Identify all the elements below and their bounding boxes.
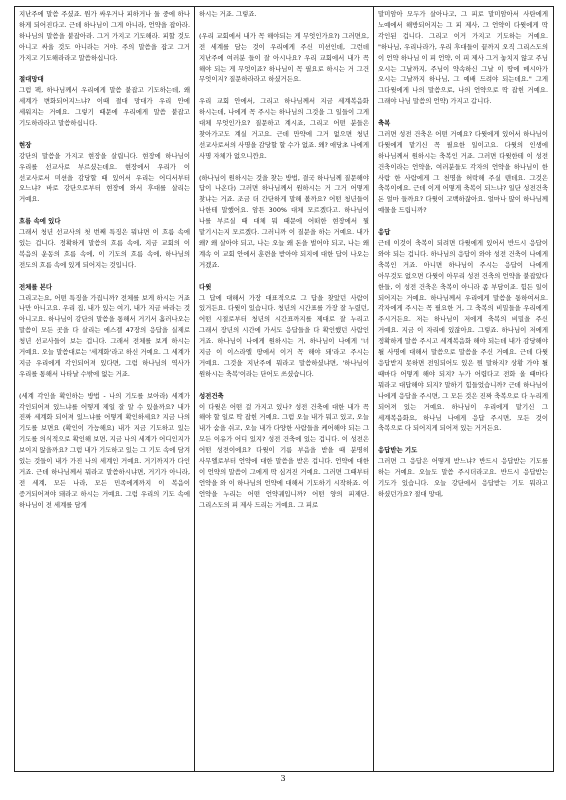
document-page [14,6,554,772]
paragraph [199,173,369,271]
paragraph [19,391,190,511]
paragraph [199,282,369,380]
section-heading: 응답받는 기도 [378,446,418,455]
section-heading: 전체를 본다 [19,282,53,291]
paragraph-text: (세계 각인을 확인하는 방법 - 나의 기도를 보아라) 세계가 각인되어져 있느냐를 어떻게 제일 잘 알 수 있을까요? 내가 진짜 세계화 되어져 있느냐를 어떻게 확인하세요? 지금 나의 기도를 보면요 (확인이 가능해요) 내가 지금 기도하고 있는 기도를 의식적으로 확인해 보면, 지금 나의 세계가 어디인지가 보이지 않을까요? 그럼 내가 기도하고 있는 그 기도 속에 담겨 있는 것들이 내가 가진 나의 세계인 거예요. 거기까지가 다인 거죠. 근데 하나님께서 뭐라고 말씀하시냐면, 거기가 아니라, 전 세계, 모든 나라, 모든 민족에게까지 이 복음이 증거되어져야 돼라고 하시는 거예요. 그럼 우리의 기도 속에 하나님이 전 세계를 담게 [19,391,190,509]
paragraph-text: 그러면 그 응답은 어떻게 받느냐? 반드시 응답받는 기도를 하는 거예요. 오늘도 말씀 주시더라고요. 반드시 응답받는 기도가 있습니다. 오늘 강단에서 응답받는 기도 뭐라고 하셨던가요? 절대 망대, [378,457,548,498]
paragraph-text: 그 답에 대해서 가장 대표적으로 그 답을 찾았던 사람이 있거든요. 다윗이 있습니다. 청년의 시간표를 가장 잘 누렸던, 어떤 시절로부터 청년의 시간표까지를 제대로 잘 누리고 그래서 장년의 시간에 가서도 응답들을 다 확인했던 사람인 거죠. 하나님이 나에게 원하시는 거, 하나님이 나에게 '너 지금 이 이스라엘 땅에서 이거 꼭 해야 돼'라고 주시는 거예요. 그것을 지난주에 뭐라고 말씀하셨냐면, '하나님이 원하시는 축복'이라는 단어도 쓰셨습니다. [199,293,369,378]
paragraph-text: 그래서 청년 선교사의 첫 번째 특징은 뭐냐면 이 흐름 속에 있는 겁니다. 정확하게 말씀의 흐름 속에, 지금 교회의 이 복음의 운동의 흐름 속에, 이 기도의 흐름 속에, 하나님의 전도의 흐름 속에 있게 되어지는 것입니다. [19,228,190,269]
section-heading: 축복 [378,119,391,128]
paragraph-text: 말미암아 모두가 살아나고, 그 피로 말미암아서 사탄에게 노예에서 해방되어지는 그 피 제사, 그 언약이 다윗에게 딱 각인된 겁니다. 그리고 이거 가지고 기도하는 거예요. "하나님, 우리나라가, 우리 후대들이 끝까지 오직 그리스도의 이 언약 하나님 이 피 언약, 이 피 제사 그거 놓치지 않고 주님 오시는 그날까지, 주님이 약속하신 그날 이 땅에 메시아가 오시는 그날까지 하나님, 그 예배 드려야 되는데요." 그게 그다윗에게 나의 말씀으로, 나의 언약으로 딱 잡힌 거예요. 그래야 나님 말씀의 언약) 가지고 갑니다. [378,10,548,106]
paragraph [378,445,548,500]
paragraph-text: (우리 교회에서 내가 꼭 해야되는 게 무엇인가요?) 그러면요, 전 세계를 담는 것이 우리에게 주신 미션인데, 그런데 지난주에 여러분 들이 잘 아시나요? 우리 교회에서 내가 꼭 해야 되는 게 무엇이죠? 하나님이 꼭 필요로 하시는 거 그건 무엇이지? 질문하라라고 하셨거든요. [199,31,369,84]
paragraph-text: 그리고는요, 어떤 특징을 가집니까? 전체를 보게 하시는 거죠 나만 아니고요. 우리 집, 내가 있는 여기, 내가 지금 바라는 것 아니고요. 하나님이 강단의 말씀을 통해서 거기서 흘러나오는 말씀이 모든 곳을 다 살리는 에스겔 47장의 응답을 실제로 청년 선교사들이 보는 겁니다. 그래서 전체를 보게 하시는 거예요. 오늘 말씀대로는 '세계화'라고 하신 거예요. 그 세계가 지금 우리에게 각인되어져 있다면, 그럼 하나님의 역사가 우리를 통해서 나타날 수밖에 없는 거죠. [19,293,190,378]
section-heading: 다윗 [199,282,212,291]
section-heading: 현장 [19,140,32,149]
paragraph [378,118,548,216]
text-column-1 [15,7,194,771]
paragraph-text: 그럼 팩, 하나님께서 우리에게 말씀 붙잡고 기도하는데, 왜 세계가 변화되어지느냐? 이때 절대 망대가 우리 안에 세워지는 거예요. 그렇기 때문에 우리에게 말씀 붙잡고 기도하라라고 말씀하십니다. [19,86,190,128]
paragraph-text: (하나님이 원하시는 것을 찾는 방법, 결국 하나님께 질문해야 답이 나온다) 그러면 하나님께서 원하시는 거 그거 어떻게 찾냐는 거죠. 조금 더 간단하게 말해 볼까요? 어떤 청년들이 나한테 말했어요. 암튼 300% 대체 모르겠다고. 하나님이 나를 부르실 때 대체 뭐 때문에 어떠한 현장에서 뭘 맡기시는지 모르겠다. 그러니까 이 질문을 하는 거예요. 내가 왜? 왜 살아야 되고, 나는 오늘 왜 돈을 벌어야 되고, 나는 왜 계속 이 교회 안에서 훈련을 받아야 되지에 대한 답이 나오는 거겠죠. [199,173,369,269]
paragraph-text: 강단의 말씀을 가지고 현장을 살립니다. 현장에 하나님이 우리를 선교사로 부르셨는데요. 현장에서 우리가 이 선교사로서 미션을 감당할 때 있어서 우리는 어디서부터 오느냐? 바로 강단으로부터 현장에 와서 후대를 살리는 거예요. [19,151,190,204]
paragraph [378,227,548,434]
paragraph [19,9,190,64]
paragraph [19,216,190,271]
paragraph-text: 그러면 성전 건축은 어떤 거예요? 다윗에게 있어서 하나님이 다윗에게 맡기신 꼭 필요한 일이고요. 다윗의 인생에 하나님께서 원하시는 축복인 거죠. 그러면 다윗한테 이 성전 건축이라는 언약을, 여러분들도 각자의 언약을 하나님이 한 사람 한 사람에게 그 천명을 허락해 주실 텐데요. 그것은 축복이에요. 근데 이게 어떻게 축복이 되느냐? 일단 성전건축 돈 얼마 들까요? 다윗이 고백하잖아요. 얼마나 많이 하나님께 예물을 드립니까? [378,129,548,215]
paragraph [199,9,369,20]
paragraph [19,140,190,205]
section-heading: 성전건축 [199,391,224,400]
paragraph [378,9,548,107]
section-heading: 절대망대 [19,75,44,84]
paragraph-text: 우리 교회 안에서, 그리고 하나님께서 지금 세계복음화 하시는데, 나에게 꼭 주시는 하나님의 그것을 그 일들이 그게 대체 무엇인가요? 질문하고 계시죠, 그리고 어떤 분들은 찾아가고도 계실 거고요. 근데 만약에 그거 없으면 청년 선교사로서의 사명을 감당할 할 수가 없죠. 왜? 애당초 나에게 사명 자체가 없으니깐요. [199,97,369,160]
paragraph [199,391,369,511]
section-heading: 흐름 속에 있다 [19,217,61,226]
text-column-3 [373,7,552,771]
paragraph [19,74,190,129]
paragraph-text: 하시는 거죠. 그렇죠. [199,10,257,18]
text-column-2 [194,7,373,771]
paragraph [19,282,190,380]
paragraph-text: 근데 이것이 축복이 되려면 다윗에게 있어서 반드시 응답이 와야 되는 겁니다. 하나님의 응답이 와야 성전 건축이 나에게 축복인 거죠. 아니면 하나님이 주시는 응답이 나에게 아무것도 없으면 다윗이 아무리 성전 건축의 언약을 붙잡았다 한들, 이 성전 건축은 축복이 아니라 좀 부담이죠. 힘든 일이 되어지는 거예요. 하나님께서 우리에게 말씀을 통하여서요. 각자에게 주시는 꼭 필요한 거, 그 축복의 비밀들을 우리에게 주시거든요. 저는 하나님이 저에게 축복의 비밀을 주신 거예요. 지금 이 자리에 있잖아요. 그렇죠. 하나님이 저에게 정확하게 말씀 주시고 세계복음화 해야 되는데 내가 감당해야 될 사명에 대해서 말씀으로 말씀을 주신 거예요. 근데 다윗 응답받지 못하면 전임되어도 있은 뭔 말하지? 상황 가야 될 때마다 어떻게 해야 되지? 누가 어렵다고 전화 올 때마다 뭐라고 대답해야 되지? 말하기 힘들었습니까? 근데 하나님이 나에게 응답을 주시면, 그 모든 것은 진짜 축복으로 다 누리게 되어져 있는 거예요. 하나님이 우리에게 맡기신 그 세계복음화요, 하나님 나에게 응답 주시면, 모든 것이 축복으로 다 되어지게 되어져 있는 거거든요. [378,239,548,433]
paragraph [199,96,369,161]
section-heading: 응답 [378,228,391,237]
paragraph [199,31,369,86]
paragraph-text: 지난주에 말씀 주셨죠. 뭔가 싸우거나 피하거나 둘 중에 하나 하게 되어진다고. 근데 하나님이 그게 아니라, 언약을 잡아라. 하나님의 말씀을 붙잡아라. 그거 가지고 기도해라. 피할 것도 아니고 싸울 것도 아니라는 거야. 주의 말씀을 잡고 그거 가지고 기도해라라고 말씀하십니다. [19,10,190,62]
page-number: 3 [280,774,286,783]
paragraph-text: 이 다윗은 어떤 걸 가지고 있나? 성전 건축에 대한 내가 꼭 해야 할 일로 딱 잡힌 거예요. 그럼 오늘 내가 뭐고 있고, 오늘 내가 숨을 쉬고, 오늘 내가 다양한 사람들을 케어해야 되는 그 모든 이유가 어디 있지? 성전 건축에 있는 겁니다. 이 성전은 어떤 성전이에요? 다윗이 기름 부음을 받을 때 분명히 사무엘로부터 언약에 대한 말씀을 받은 겁니다. 언약에 대한 이 언약의 말씀이 그에게 딱 심겨진 거예요. 그러면 그때부터 언약을 와 이 하나님의 언약에 대해서 기도하기 시작하죠. 이 언약을 누리는 어떤 언약궤입니까? 어떤 양의 피제단. 그리스도의 피 제사 드리는 거예요. 그 피로 [199,402,369,509]
